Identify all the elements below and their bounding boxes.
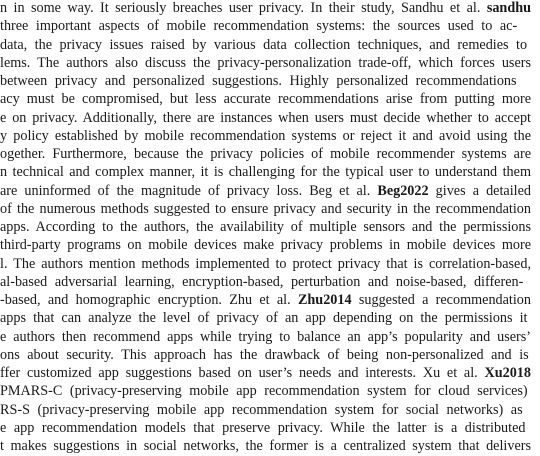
text-span: apps. According to the authors, the availability of multiple sensors and the permissions	[0, 219, 531, 235]
text-line	[0, 182, 531, 201]
text-line	[0, 163, 531, 182]
text-line	[0, 17, 517, 36]
text-span: e authors then recommend apps while trying to balance an app’s popularity and users’	[0, 328, 531, 345]
text-line	[0, 346, 529, 365]
text-span: -based, and homographic encryption. Zhu et al.	[0, 292, 298, 308]
text-line	[0, 309, 527, 328]
text-span: y policy established by mobile recommendation systems or reject it and avoid using the	[0, 127, 531, 144]
citation-key: sandhu	[486, 0, 531, 16]
text-line	[0, 218, 531, 237]
text-line	[0, 145, 531, 164]
text-line	[0, 236, 531, 255]
text-line	[0, 255, 531, 274]
text-line	[0, 200, 531, 219]
text-line	[0, 364, 531, 383]
text-span: suggested a recommendation	[351, 292, 531, 308]
text-span: of the numerous methods suggested to ensure privacy and security in the recommendation	[0, 200, 531, 217]
text-span: PMARS-C (privacy-preserving mobile app recommendation system for cloud services)	[0, 383, 528, 400]
text-span: al-based adversarial learning, encryption-based, perturbation and noise-based, differen-	[0, 273, 524, 290]
text-span: three important aspects of mobile recommendation systems: the sources used to ac-	[0, 18, 518, 35]
text-line	[0, 419, 525, 438]
citation-key: Xu2018	[484, 365, 531, 381]
text-span: l. The authors mention methods implemented to protect privacy that is correlation-based,	[0, 255, 531, 272]
text-span: e on privacy. Additionally, there are instances when users must decide whether to accept	[0, 109, 531, 126]
text-line	[0, 291, 531, 310]
text-span: n technical and complex manner, it is challenging for the typical user to understand them	[0, 164, 531, 181]
text-span: t makes suggestions in social networks, the former is a centralized system that delivers	[0, 438, 531, 454]
text-span: lems. The authors also discuss the privacy-personalization trade-off, which forces users	[0, 54, 531, 71]
text-span: acy must be compromised, but less accurate recommendations arise from putting more	[0, 91, 531, 108]
text-line	[0, 109, 531, 128]
text-span: ffer customized app suggestions based on user’s needs and interests. Xu et al.	[0, 365, 485, 381]
text-span: third-party programs on mobile devices make privacy problems in mobile devices more	[0, 237, 531, 254]
text-span: RS-S (privacy-preserving mobile app recommendation system for social networks) as	[0, 401, 523, 418]
citation-key: Beg2022	[377, 182, 429, 199]
text-line	[0, 273, 523, 292]
text-span: ons about security. This approach has the drawback of being non-personalized and is	[0, 346, 529, 363]
text-span: data, the privacy issues raised by various data collection techniques, and remedies to	[0, 36, 528, 53]
text-line	[0, 401, 523, 420]
text-span: n in some way. It seriously breaches user privacy. In their study, Sandhu et al.	[0, 0, 487, 16]
text-line	[0, 90, 531, 109]
text-line	[0, 0, 531, 18]
text-line	[0, 382, 528, 401]
text-span: e app recommendation models that preserve privacy. While the latter is a distributed	[0, 419, 526, 436]
citation-key: Zhu2014	[297, 292, 352, 308]
text-line	[0, 72, 517, 91]
text-span: ogether. Furthermore, because the privacy policies of mobile recommender systems are	[0, 146, 531, 162]
text-line	[0, 36, 527, 55]
text-line	[0, 437, 531, 456]
text-line	[0, 328, 531, 347]
text-span: gives a detailed	[428, 182, 531, 199]
text-span: apps that can analyze the level of privacy of an app depending on the permissions it	[0, 310, 528, 327]
text-span: between privacy and personalized suggestions. Highly personalized recommendations	[0, 73, 517, 89]
text-span: are uninformed of the magnitude of privacy loss. Beg et al.	[0, 182, 378, 199]
text-line	[0, 54, 531, 73]
text-line	[0, 127, 531, 146]
